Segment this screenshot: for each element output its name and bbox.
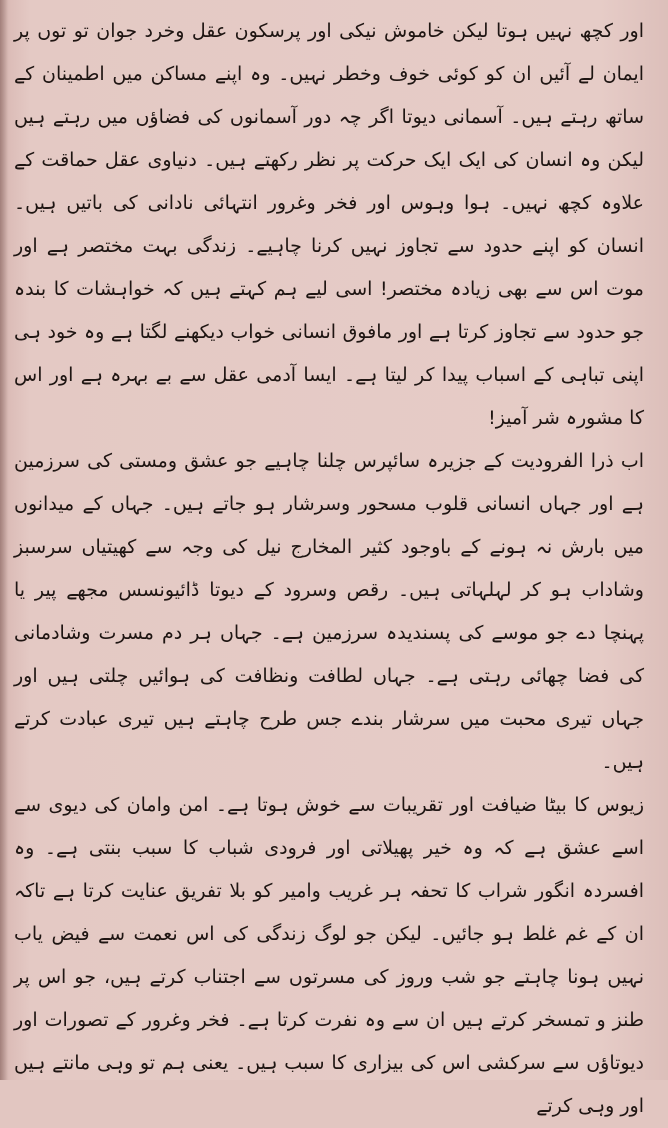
paragraph-3: زیوس کا بیٹا ضیافت اور تقریبات سے خوش ہوتا ہے۔ امن وامان کی دیوی سے اسے عشق ہے کہ وہ خیر پھیلاتی اور فرودی شباب کا سبب بنتی ہے۔ وہ افسردہ انگور شراب کا تحفہ ہر غریب وامیر کو بلا تفریق عنایت کرتا ہے تاکہ ان کے غم غلط ہو جائیں۔ لیکن جو لوگ زندگی کی اس نعمت سے فیض یاب نہیں ہونا چاہتے جو شب وروز کی مسرتوں سے اجتناب کرتے ہیں، جو اس پر طنز و تمسخر کرتے ہیں ان سے وہ نفرت کرتا ہے۔ فخر وغرور کے تصورات اور دیوتاؤں سے سرکشی اس کی بیزاری کا سبب ہیں۔ یعنی ہم تو وہی مانتے ہیں اور وہی کرتے [14,794,644,1117]
paragraph-1: اور کچھ نہیں ہوتا لیکن خاموش نیکی اور پرسکون عقل وخرد جوان تو توں پر ایمان لے آئیں ان کو کوئی خوف وخطر نہیں۔ وہ اپنے مساکن میں اطمینان کے ساتھ رہتے ہیں۔ آسمانی دیوتا اگر چہ دور آسمانوں کی فضاؤں میں رہتے ہیں لیکن وہ انسان کی ایک ایک حرکت پر نظر رکھتے ہیں۔ دنیاوی عقل حماقت کے علاوہ کچھ نہیں۔ ہوا وہوس اور فخر وغرور انتہائی نادانی کی باتیں ہیں۔ انسان کو اپنے حدود سے تجاوز نہیں کرنا چاہیے۔ زندگی بہت مختصر ہے اور موت اس سے بھی زیادہ مختصر! اسی لیے ہم کہتے ہیں کہ خواہشات کا بندہ جو حدود سے تجاوز کرتا ہے اور مافوق انسانی خواب دیکھنے لگتا ہے وہ خود ہی اپنی تباہی کے اسباب پیدا کر لیتا ہے۔ ایسا آدمی عقل سے بے بہرہ ہے اور اس کا مشورہ شر آمیز! [14,20,644,429]
urdu-text-body [14,0,644,1128]
paragraph-2: اب ذرا الفرودیت کے جزیرہ سائپرس چلنا چاہیے جو عشق ومستی کی سرزمین ہے اور جہاں انسانی قلوب مسحور وسرشار ہو جاتے ہیں۔ جہاں کے میدانوں میں بارش نہ ہونے کے باوجود کثیر المخارج نیل کی وجہ سے کھیتیاں سرسبز وشاداب ہو کر لہلہاتی ہیں۔ رقص وسرود کے دیوتا ڈائیونسس مجھے پیر یا پہنچا دے جو موسے کی پسندیدہ سرزمین ہے۔ جہاں ہر دم مسرت وشادمانی کی فضا چھائی رہتی ہے۔ جہاں لطافت ونظافت کی ہوائیں چلتی ہیں اور جہاں تیری محبت میں سرشار بندے جس طرح چاہتے ہیں تیری عبادت کرتے ہیں۔ [14,450,644,773]
page-gutter-shadow [0,0,8,1080]
